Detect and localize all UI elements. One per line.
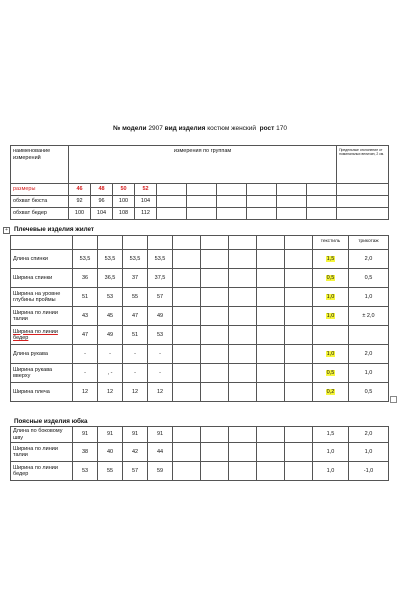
empty-cell (173, 345, 201, 364)
row-label: Длина по боковому шву (11, 427, 73, 443)
empty-cell (217, 184, 247, 196)
height-label: рост (259, 125, 275, 132)
empty-cell (247, 196, 277, 208)
col-textile: текстиль (313, 236, 349, 250)
row-value: 53,5 (98, 250, 123, 269)
row-value: - (73, 345, 98, 364)
empty-cell (337, 184, 389, 196)
table-row (11, 345, 389, 364)
row-value: - (123, 345, 148, 364)
empty-cell (157, 196, 187, 208)
row-value: 91 (73, 427, 98, 443)
row-value: 91 (123, 427, 148, 443)
row-value: 53,5 (148, 250, 173, 269)
table-row (11, 364, 389, 383)
row-label: Ширина на уровне глубины проймы (11, 288, 73, 307)
textile-cell (313, 427, 349, 443)
empty-cell (337, 196, 389, 208)
textile-cell (313, 288, 349, 307)
empty-cell (229, 383, 257, 402)
row-label: Ширина по линии талии (11, 307, 73, 326)
size-value: 50 (113, 184, 135, 196)
empty-cell (257, 383, 285, 402)
empty-cell (277, 208, 307, 220)
empty-cell (229, 443, 257, 462)
measurement-value: 96 (91, 196, 113, 208)
row-value: 37,5 (148, 269, 173, 288)
empty-cell (201, 288, 229, 307)
knit-value: 1,0 (349, 443, 389, 462)
row-label: Ширина по линии талии (11, 443, 73, 462)
empty-cell (173, 269, 201, 288)
skirt-table (10, 426, 389, 481)
empty-cell (229, 326, 257, 345)
table-row (11, 462, 389, 481)
measurement-value: 112 (135, 208, 157, 220)
empty-cell (257, 443, 285, 462)
measurement-row (11, 196, 389, 208)
model-label: № модели (113, 125, 147, 132)
measurement-value: 104 (135, 196, 157, 208)
empty-cell (257, 269, 285, 288)
row-label: Ширина рукава вверху (11, 364, 73, 383)
empty-cell (229, 364, 257, 383)
empty-cell (277, 184, 307, 196)
row-value: 12 (148, 383, 173, 402)
row-value: 55 (123, 288, 148, 307)
row-label: Длина рукава (11, 345, 73, 364)
sizes-label: размеры (11, 184, 69, 196)
textile-cell (313, 383, 349, 402)
empty-cell (307, 184, 337, 196)
empty-cell (257, 307, 285, 326)
empty-cell (217, 196, 247, 208)
empty-cell (285, 250, 313, 269)
empty-cell (201, 427, 229, 443)
textile-value: 1,0 (326, 448, 335, 455)
document-title (0, 125, 400, 132)
empty-cell (187, 208, 217, 220)
row-value: 51 (123, 326, 148, 345)
header-measurement-name: наименование измерений (11, 146, 69, 184)
row-value: 12 (73, 383, 98, 402)
empty-cell (257, 345, 285, 364)
table-row (11, 427, 389, 443)
sizes-row (11, 184, 389, 196)
empty-cell (157, 208, 187, 220)
table-row (11, 269, 389, 288)
knit-value: ± 2,0 (349, 307, 389, 326)
measurement-value: 104 (91, 208, 113, 220)
row-value: 12 (123, 383, 148, 402)
textile-cell (313, 443, 349, 462)
row-value: - (73, 364, 98, 383)
empty-cell (201, 383, 229, 402)
textile-cell (313, 462, 349, 481)
measurement-row (11, 208, 389, 220)
empty-cell (337, 208, 389, 220)
empty-cell (285, 269, 313, 288)
row-value: 49 (98, 326, 123, 345)
empty-cell (257, 427, 285, 443)
table-row (11, 307, 389, 326)
empty-cell (247, 184, 277, 196)
header-measurement-groups: измерения по группам (69, 146, 337, 184)
row-value: 38 (73, 443, 98, 462)
empty-cell (229, 307, 257, 326)
empty-cell (201, 443, 229, 462)
textile-value: 1,0 (326, 350, 335, 357)
empty-cell (229, 269, 257, 288)
type-label: вид изделия (164, 125, 206, 132)
empty-cell (201, 326, 229, 345)
empty-cell (277, 196, 307, 208)
measurement-value: 100 (113, 196, 135, 208)
empty-cell (201, 364, 229, 383)
knit-value: 1,0 (349, 364, 389, 383)
vest-section-title: Плечевые изделия жилет (14, 226, 94, 233)
size-table (10, 145, 389, 220)
empty-cell (229, 345, 257, 364)
vest-table (10, 235, 389, 402)
knit-value: 1,0 (349, 288, 389, 307)
row-value: 45 (98, 307, 123, 326)
empty-cell (187, 184, 217, 196)
row-value: 57 (148, 288, 173, 307)
row-value: 53,5 (73, 250, 98, 269)
table-row (11, 288, 389, 307)
type-value: костюм женский (207, 125, 257, 132)
row-value: 47 (123, 307, 148, 326)
empty-cell (285, 427, 313, 443)
row-value: 53 (98, 288, 123, 307)
table-anchor-icon[interactable]: + (3, 227, 10, 234)
table-row (11, 443, 389, 462)
empty-cell (285, 364, 313, 383)
row-value: 36,5 (98, 269, 123, 288)
size-value: 52 (135, 184, 157, 196)
textile-value: 0,5 (326, 274, 335, 281)
row-value: 12 (98, 383, 123, 402)
row-value: 36 (73, 269, 98, 288)
empty-cell (201, 307, 229, 326)
row-value: - (148, 345, 173, 364)
empty-cell (285, 383, 313, 402)
empty-cell (285, 443, 313, 462)
measurement-label: обхват бюста (11, 196, 69, 208)
empty-cell (173, 250, 201, 269)
row-label: Ширина плеча (11, 383, 73, 402)
row-value: - (98, 345, 123, 364)
knit-value: 2,0 (349, 250, 389, 269)
textile-value: 1,0 (326, 312, 335, 319)
row-value: - (148, 364, 173, 383)
empty-cell (257, 288, 285, 307)
empty-cell (173, 307, 201, 326)
empty-cell (173, 383, 201, 402)
textile-cell (313, 269, 349, 288)
model-number: 2907 (148, 125, 163, 132)
row-value: 59 (148, 462, 173, 481)
empty-cell (257, 326, 285, 345)
empty-cell (201, 250, 229, 269)
row-value: 51 (73, 288, 98, 307)
empty-cell (173, 462, 201, 481)
textile-value: 1,5 (326, 431, 335, 438)
empty-cell (285, 288, 313, 307)
skirt-section-title: Поясные изделия юбка (14, 418, 88, 425)
table-row (11, 250, 389, 269)
empty-cell (229, 427, 257, 443)
empty-cell (201, 269, 229, 288)
empty-cell (157, 184, 187, 196)
empty-cell (173, 443, 201, 462)
row-value: 53 (148, 326, 173, 345)
textile-cell (313, 364, 349, 383)
empty-cell (307, 208, 337, 220)
empty-cell (201, 462, 229, 481)
textile-cell (313, 345, 349, 364)
measurement-value: 100 (69, 208, 91, 220)
empty-cell (285, 307, 313, 326)
row-value: - (123, 364, 148, 383)
empty-cell (229, 462, 257, 481)
empty-cell (285, 345, 313, 364)
empty-cell (187, 196, 217, 208)
textile-value: 1,0 (326, 467, 335, 474)
empty-cell (285, 326, 313, 345)
empty-cell (201, 345, 229, 364)
measurement-label: обхват бедер (11, 208, 69, 220)
row-label: Ширина спинки (11, 269, 73, 288)
empty-cell (257, 250, 285, 269)
textile-value: 1,0 (326, 293, 335, 300)
header-deviation: Предельные отклонение от номинальных величин, 2 см. (337, 146, 389, 184)
row-value: 44 (148, 443, 173, 462)
row-label: Длина спинки (11, 250, 73, 269)
empty-cell (173, 364, 201, 383)
row-value: 53 (73, 462, 98, 481)
height-value: 170 (276, 125, 287, 132)
row-value: 49 (148, 307, 173, 326)
measurement-value: 108 (113, 208, 135, 220)
table-row (11, 326, 389, 345)
row-value: 43 (73, 307, 98, 326)
col-knit: трикотаж (349, 236, 389, 250)
knit-value: 2,0 (349, 427, 389, 443)
empty-cell (173, 427, 201, 443)
row-value: 91 (98, 427, 123, 443)
knit-value (349, 326, 389, 345)
row-value: 57 (123, 462, 148, 481)
empty-cell (307, 196, 337, 208)
knit-value: 2,0 (349, 345, 389, 364)
knit-value: -1,0 (349, 462, 389, 481)
row-label: Ширина по линии бедер (11, 462, 73, 481)
empty-cell (257, 462, 285, 481)
textile-cell (313, 250, 349, 269)
row-value: 91 (148, 427, 173, 443)
textile-value: 0,2 (326, 388, 335, 395)
row-value: 40 (98, 443, 123, 462)
size-value: 46 (69, 184, 91, 196)
row-value: 55 (98, 462, 123, 481)
textile-value: 0,5 (326, 369, 335, 376)
row-value: 47 (73, 326, 98, 345)
empty-cell (217, 208, 247, 220)
row-value: , - (98, 364, 123, 383)
textile-cell (313, 326, 349, 345)
row-value: 37 (123, 269, 148, 288)
knit-value: 0,5 (349, 383, 389, 402)
row-value: 53,5 (123, 250, 148, 269)
empty-cell (173, 326, 201, 345)
row-value: 42 (123, 443, 148, 462)
row-label: Ширина по линии бедер (11, 326, 73, 345)
textile-value: 1,5 (326, 255, 335, 262)
textile-cell (313, 307, 349, 326)
empty-cell (229, 250, 257, 269)
empty-cell (173, 288, 201, 307)
size-value: 48 (91, 184, 113, 196)
resize-handle-icon[interactable] (390, 396, 397, 403)
empty-cell (285, 462, 313, 481)
empty-cell (247, 208, 277, 220)
table-row (11, 383, 389, 402)
knit-value: 0,5 (349, 269, 389, 288)
measurement-value: 92 (69, 196, 91, 208)
empty-cell (257, 364, 285, 383)
empty-cell (229, 288, 257, 307)
